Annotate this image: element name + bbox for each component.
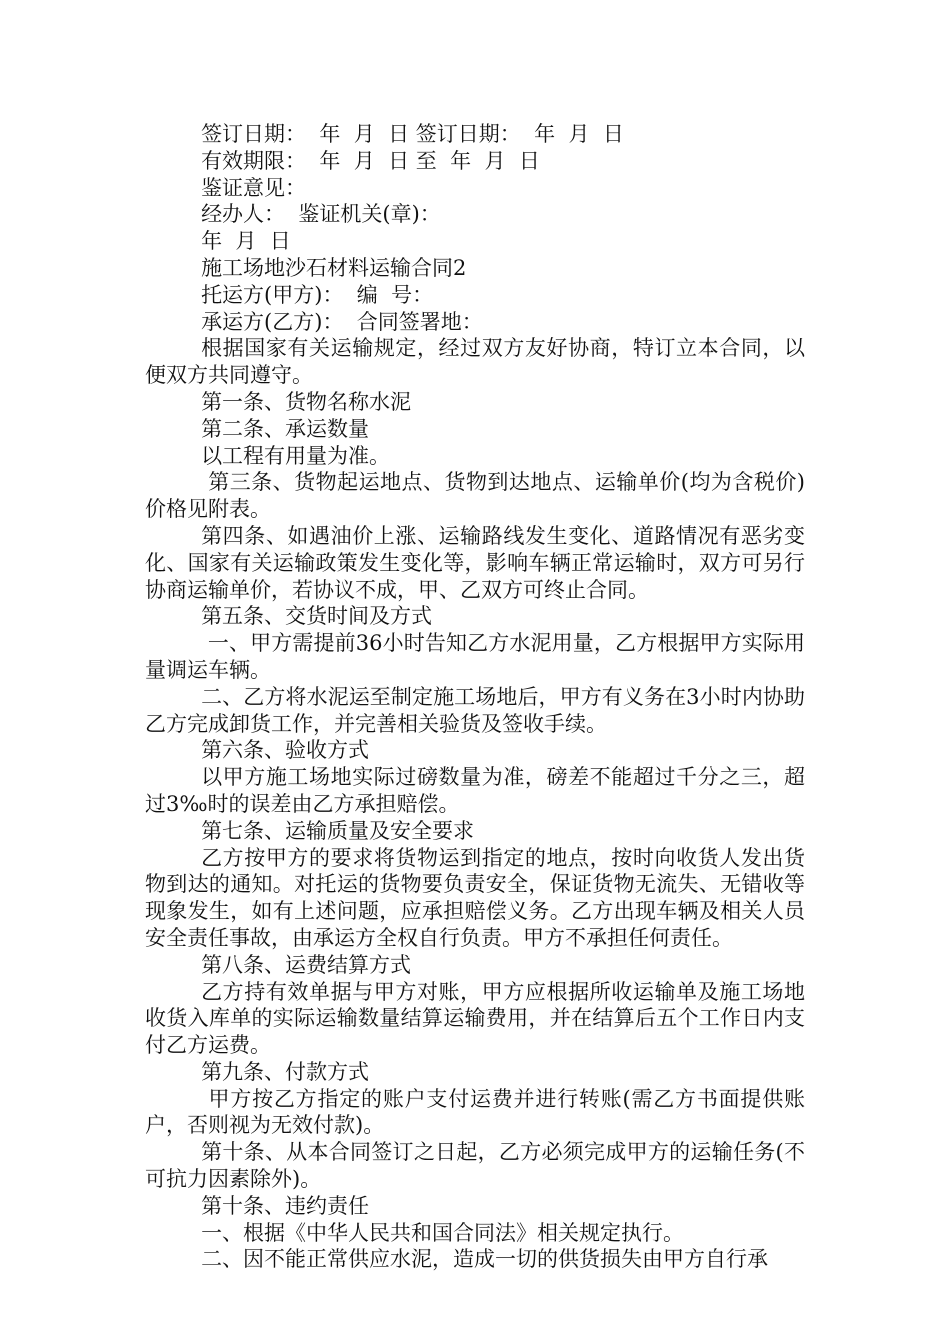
article-10-breach: 第十条、违约责任	[201, 1193, 370, 1218]
article-9: 第九条、付款方式	[201, 1059, 370, 1084]
article-7: 第七条、运输质量及安全要求	[201, 818, 475, 843]
article-6: 第六条、验收方式	[201, 738, 370, 763]
validity-period-line: 有效期限： 年 月 日 至 年 月 日	[201, 148, 540, 173]
preamble-paragraph: 根据国家有关运输规定，经过双方友好协商，特订立本合同，以便双方共同遵守。	[145, 336, 805, 388]
article-10: 第十条、从本合同签订之日起，乙方必须完成甲方的运输任务(不可抗力因素除外)。	[145, 1140, 805, 1192]
article-2: 第二条、承运数量	[201, 416, 370, 441]
article-5: 第五条、交货时间及方式	[201, 604, 433, 629]
article-5-item-1: 一、甲方需提前36小时告知乙方水泥用量，乙方根据甲方实际用量调运车辆。	[145, 631, 805, 682]
article-2-body: 以工程有用量为准。	[201, 443, 391, 468]
article-8: 第八条、运费结算方式	[201, 952, 412, 977]
contract-title: 施工场地沙石材料运输合同2	[201, 255, 467, 280]
breach-item-2: 二、因不能正常供应水泥，造成一切的供货损失由甲方自行承	[201, 1247, 769, 1272]
article-5-item-2: 二、乙方将水泥运至制定施工场地后，甲方有义务在3小时内协助乙方完成卸货工作，并完善相关验货及签收手续。	[145, 684, 805, 736]
article-9-body: 甲方按乙方指定的账户支付运费并进行转账(需乙方书面提供账户，否则视为无效付款)。	[145, 1086, 805, 1138]
signing-date-line: 签订日期： 年 月 日 签订日期： 年 月 日	[201, 122, 624, 146]
article-4: 第四条、如遇油价上涨、运输路线发生变化、道路情况有恶劣变化、国家有关运输政策发生变化等，影响车辆正常运输时，双方可另行协商运输单价，若协议不成，甲、乙双方可终止合同。	[145, 523, 805, 602]
article-1: 第一条、货物名称水泥	[201, 389, 412, 414]
date-line: 年 月 日	[201, 229, 291, 254]
handler-seal-line: 经办人： 鉴证机关(章)：	[201, 202, 441, 227]
shipper-line: 托运方(甲方)： 编 号：	[201, 282, 434, 307]
article-3: 第三条、货物起运地点、货物到达地点、运输单价(均为含税价)价格见附表。	[145, 470, 805, 522]
carrier-line: 承运方(乙方)： 合同签署地：	[201, 309, 483, 334]
breach-item-1: 一、根据《中华人民共和国合同法》相关规定执行。	[201, 1220, 685, 1245]
verification-opinion-line: 鉴证意见：	[201, 175, 307, 200]
article-8-body: 乙方持有效单据与甲方对账，甲方应根据所收运输单及施工场地收货入库单的实际运输数量结算运输费用，并在结算后五个工作日内支付乙方运费。	[145, 979, 805, 1058]
article-6-body: 以甲方施工场地实际过磅数量为准，磅差不能超过千分之三，超过3‰时的误差由乙方承担赔偿。	[145, 765, 805, 816]
document-body	[145, 121, 805, 1273]
article-7-body: 乙方按甲方的要求将货物运到指定的地点，按时向收货人发出货物到达的通知。对托运的货物要负责安全，保证货物无流失、无错收等现象发生，如有上述问题，应承担赔偿义务。乙方出现车辆及相关人员安全责任事故，由承运方全权自行负责。甲方不承担任何责任。	[145, 845, 805, 950]
